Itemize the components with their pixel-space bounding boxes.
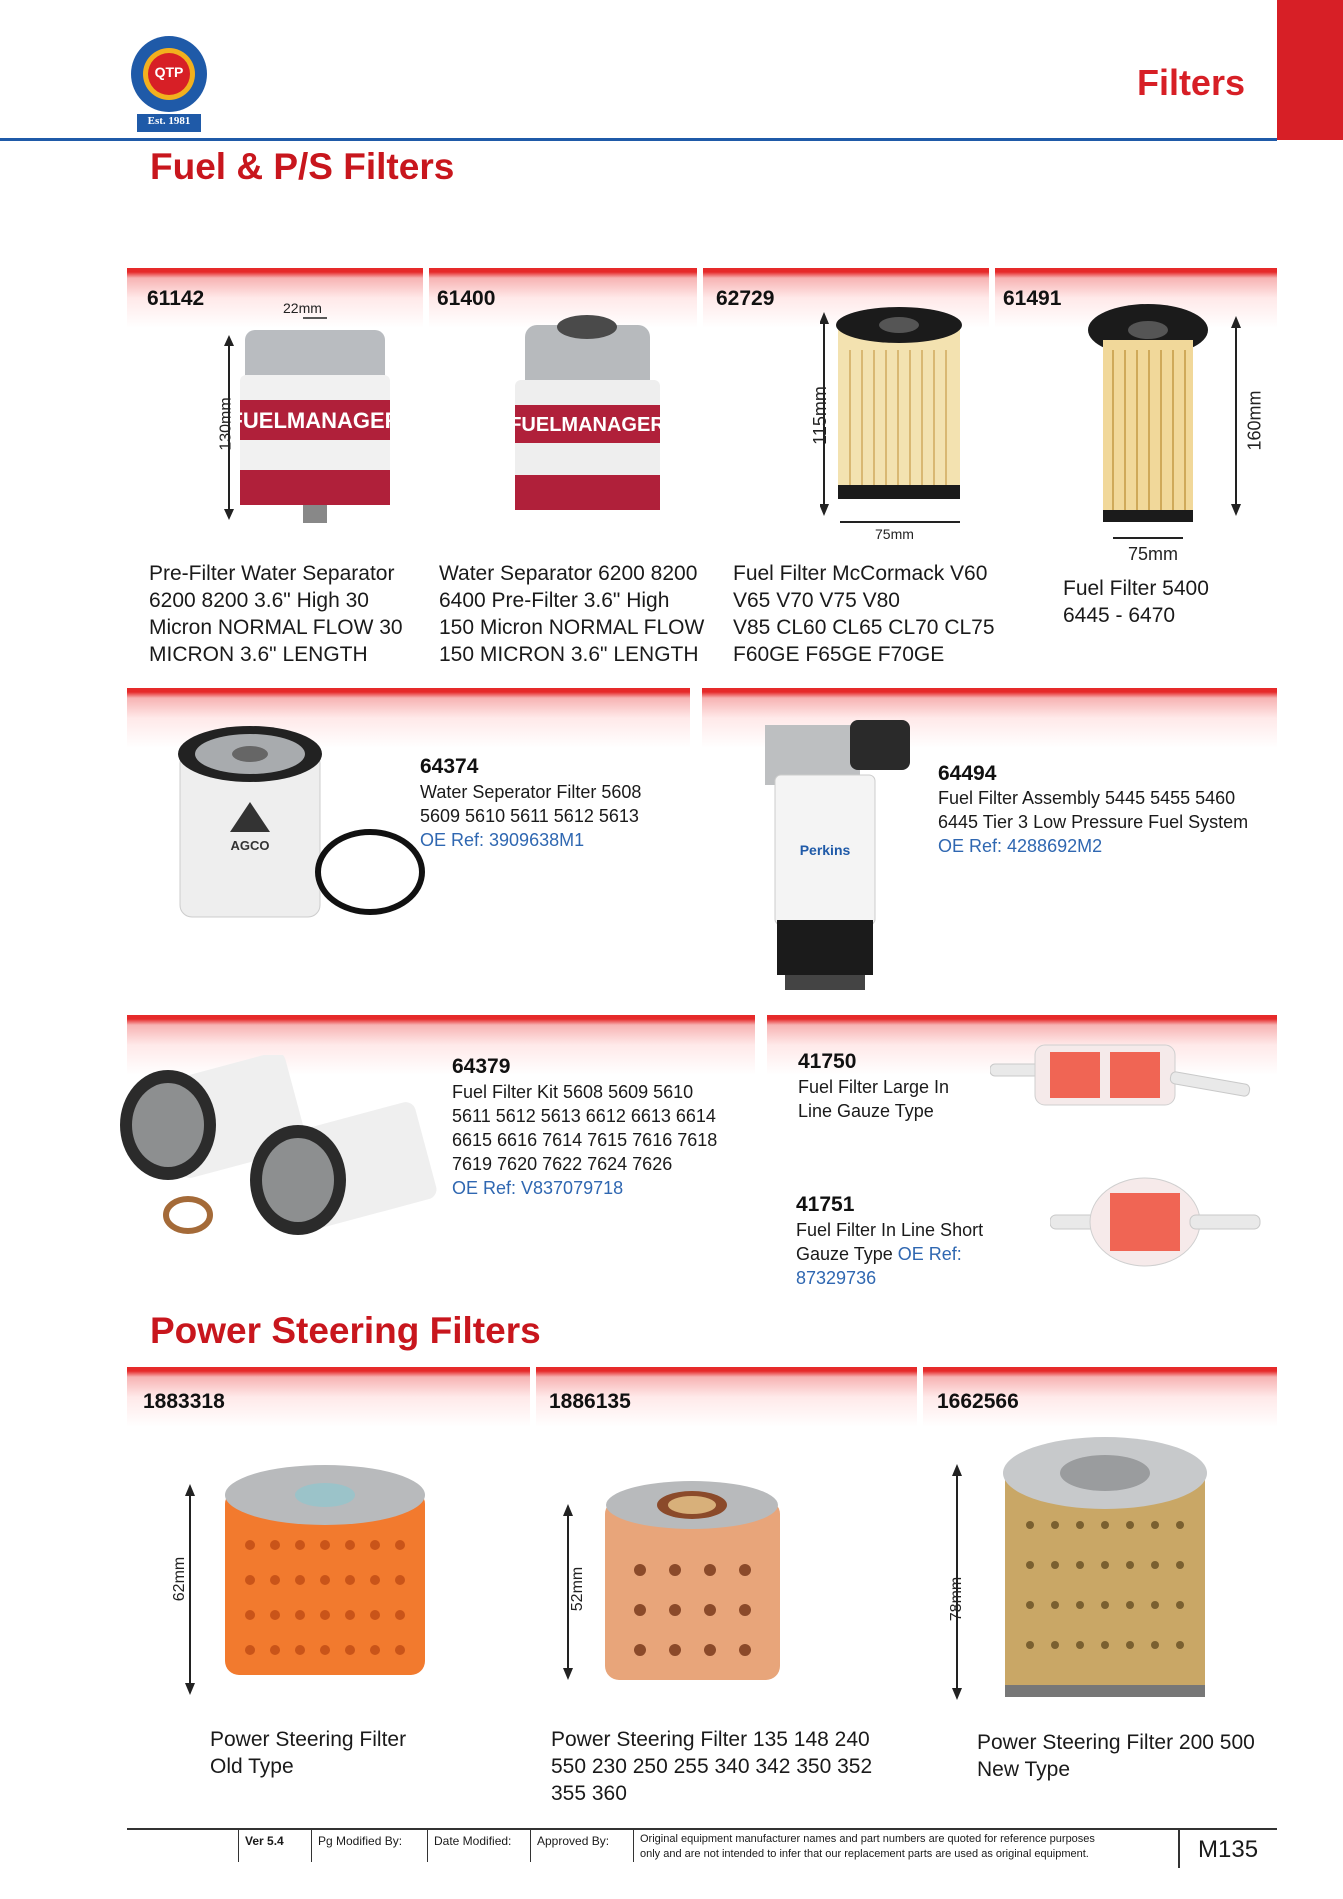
oe-ref-number: 87329736 [796, 1268, 877, 1288]
footer-approved: Approved By: [530, 1830, 630, 1862]
row4-sep [530, 1367, 536, 1427]
part-code: 61142 [147, 287, 205, 310]
part-description: Water Separator 6200 8200 6400 Pre-Filter 3.6" High 150 Micron NORMAL FLOW 150 MICRON 3.6" LENGTH [439, 562, 705, 666]
dim-height: 62mm [171, 1556, 189, 1602]
oe-ref: OE Ref: 4288692M2 [938, 836, 1103, 856]
part-description: Fuel Filter McCormack V60 V65 V70 V75 V80 V85 CL60 CL65 CL70 CL75 F60GE F65GE F70GE [733, 562, 995, 666]
footer-version: Ver 5.4 [238, 1830, 308, 1862]
agco-filter-image [170, 722, 430, 932]
ps-filter-image [560, 1470, 800, 1690]
part-code: 64379 [452, 1055, 511, 1078]
dim-height: 115mm [809, 386, 830, 445]
dim-height: 130mm [217, 397, 235, 451]
dim-height: 78mm [948, 1576, 966, 1622]
header-rule [0, 138, 1277, 141]
part-code: 64494 [938, 762, 997, 785]
row4-band [127, 1367, 1277, 1427]
dim-height: 160mm [1244, 390, 1265, 451]
part-description: Fuel Filter 5400 6445 - 6470 [1063, 577, 1209, 627]
qtp-logo [127, 34, 213, 134]
row1-sep [423, 268, 429, 328]
brand-logo: Perkins [799, 842, 851, 858]
footer-pg-modified: Pg Modified By: [311, 1830, 424, 1862]
row3-sep [755, 1015, 767, 1075]
footer-date-modified: Date Modified: [427, 1830, 527, 1862]
fuel-filter-kit-image [108, 1055, 438, 1245]
part-code: 1886135 [549, 1390, 631, 1413]
row1-sep [989, 268, 995, 328]
part-code: 1662566 [937, 1390, 1019, 1413]
oe-ref: OE Ref: V837079718 [452, 1178, 624, 1198]
element-filter-image [820, 300, 980, 540]
row4-sep [917, 1367, 923, 1427]
footer-disclaimer: Original equipment manufacturer names and part numbers are quoted for reference purposes only and are not intended to infer that our replacement parts are used as original equipment. [633, 1830, 1178, 1862]
oe-ref: OE Ref: 3909638M1 [420, 830, 585, 850]
header-red-tab [1277, 0, 1343, 140]
dim-width: 75mm [875, 526, 914, 542]
perkins-filter-assembly-image [755, 715, 925, 995]
page-number: M135 [1178, 1828, 1278, 1868]
part-description: Fuel Filter Assembly 5445 5455 5460 6445 Tier 3 Low Pressure Fuel System OE Ref: 4288692M2 [938, 788, 1249, 856]
part-description: Power Steering Filter 200 500 New Type [977, 1731, 1255, 1781]
row2-sep [690, 688, 702, 748]
element-filter-image [1058, 300, 1258, 550]
brand-logo: AGCO [230, 838, 270, 853]
inline-filter-large-image [990, 1040, 1265, 1120]
fuelmanager-filter-image [505, 305, 670, 525]
part-code: 62729 [716, 287, 775, 310]
power-steering-section-title: Power Steering Filters [150, 1310, 541, 1351]
part-code: 41751 [796, 1193, 855, 1216]
fuel-ps-section-title: Fuel & P/S Filters [150, 146, 455, 187]
logo-text: QTP [154, 64, 184, 80]
part-code: 61400 [437, 287, 496, 310]
dim-width: 75mm [1128, 544, 1179, 564]
part-code: 1883318 [143, 1390, 225, 1413]
part-code: 64374 [420, 755, 479, 778]
part-description: Power Steering Filter 135 148 240 550 230 250 255 340 342 350 352 355 360 [551, 1728, 873, 1805]
part-description: Pre-Filter Water Separator 6200 8200 3.6" High 30 Micron NORMAL FLOW 30 MICRON 3.6" LENGTH [149, 562, 403, 666]
svg-text:FUELMANAGER: FUELMANAGER [509, 414, 665, 436]
row1-sep [697, 268, 703, 328]
ps-filter-old-image [170, 1450, 440, 1700]
svg-text:FUELMANAGER: FUELMANAGER [229, 408, 401, 433]
part-description: Water Seperator Filter 5608 5609 5610 5611 5612 5613 OE Ref: 3909638M1 [420, 782, 642, 850]
oe-ref: OE Ref: [897, 1244, 962, 1264]
part-code: 41750 [798, 1050, 857, 1073]
page-category: Filters [1136, 62, 1245, 103]
dim-height: 52mm [569, 1566, 587, 1612]
part-description: Power Steering Filter Old Type [210, 1728, 407, 1778]
inline-filter-short-image [1050, 1175, 1265, 1270]
logo-est: Est. 1981 [147, 115, 191, 127]
ps-filter-new-image [945, 1425, 1225, 1705]
fuelmanager-filter-image [215, 300, 415, 530]
dim-width: 22mm [283, 300, 322, 316]
part-description: Fuel Filter Kit 5608 5609 5610 5611 5612 5613 6612 6613 6614 6615 6616 7614 7615 7616 7618 7619 7620 7622 7624 7626 OE Ref: V837079718 [452, 1082, 718, 1198]
part-description: Fuel Filter In Line Short Gauze Type OE Ref: 87329736 [796, 1220, 984, 1288]
part-description: Fuel Filter Large In Line Gauze Type [798, 1077, 950, 1121]
part-code: 61491 [1003, 287, 1062, 310]
